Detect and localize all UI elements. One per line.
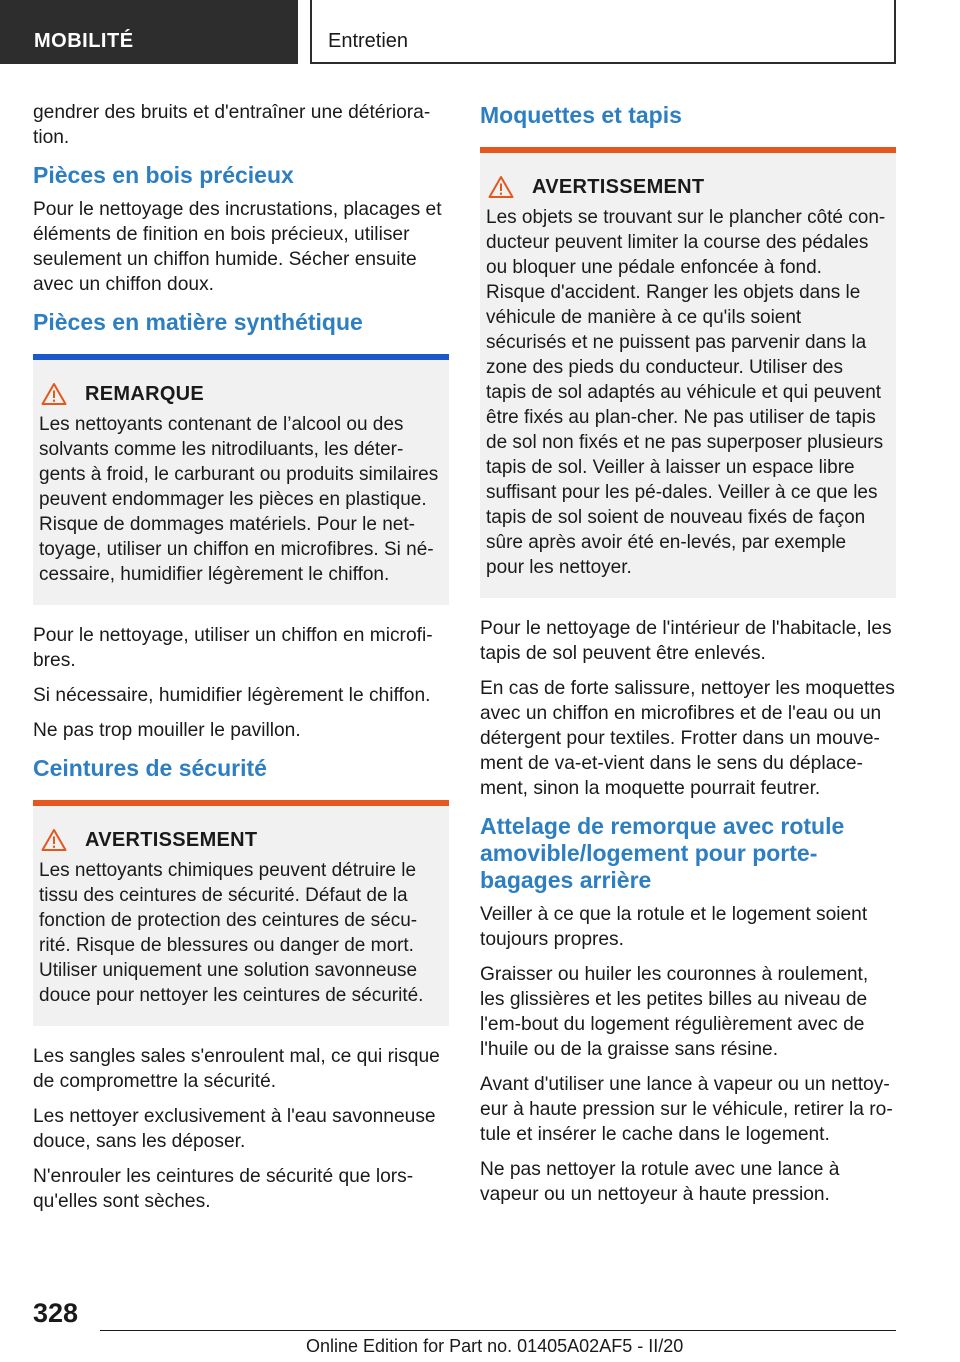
heading-carpets: Moquettes et tapis [480,102,682,128]
warning-box-title: AVERTISSEMENT [85,828,258,851]
note-box-synthetic [33,354,449,605]
heading-synthetic: Pièces en matière synthétique [33,309,363,335]
belts-p1: Les sangles sales s'enroulent mal, ce qui risque de compromettre la sécurité. [33,1046,440,1092]
warning-box-carpets [480,147,896,598]
note-box-title: REMARQUE [85,382,205,405]
warning-box-head [39,828,439,852]
intro-text: gendrer des bruits et d'entraîner une détériora-tion. [33,102,431,148]
synthetic-p2: Si nécessaire, humidifier légèrement le chiffon. [33,685,431,706]
warning-box-title: AVERTISSEMENT [532,175,705,198]
warning-box-text: Les nettoyants chimiques peuvent détruire le tissu des ceintures de sécurité. Défaut de la fonction de protection des ceintures de sécu-rité. Risque de blessures ou danger de mort. Utiliser uniquement une solution savonneuse douce pour nettoyer les ceintures de sécurité. [39,860,424,1006]
hitch-p4: Ne pas nettoyer la rotule avec une lance à vapeur ou un nettoyeur à haute pression. [480,1159,840,1205]
chapter-tab: Entretien [310,0,896,64]
synthetic-p3: Ne pas trop mouiller le pavillon. [33,720,301,741]
heading-belts: Ceintures de sécurité [33,755,267,781]
warning-box-head [486,175,886,199]
section-tab: MOBILITÉ [0,0,298,64]
page-header [0,0,960,66]
heading-wood: Pièces en bois précieux [33,162,294,188]
wood-text: Pour le nettoyage des incrustations, placages et éléments de finition en bois précieux, utiliser seulement un chiffon humide. Sécher ensuite avec un chiffon doux. [33,199,442,295]
note-box-text: Les nettoyants contenant de l’alcool ou des solvants comme les nitrodiluants, les déter-gents à froid, le carburant ou produits similaires peuvent endommager les pièces en plastique. Risque de dommages matériels. Pour le net-toyage, utiliser un chiffon en microfibres. Si né-cessaire, humidifier légèrement le chiffon. [39,414,439,585]
synthetic-p1: Pour le nettoyage, utiliser un chiffon en microfi-bres. [33,625,433,671]
warning-box-belts [33,800,449,1026]
carpets-p2: En cas de forte salissure, nettoyer les moquettes avec un chiffon en microfibres et de l'eau ou un détergent pour textiles. Frotter dans un mouve-ment de va-et-vient dans le sens du déplace-ment, sinon la moquette pourrait feutrer. [480,678,895,799]
belts-p2: Les nettoyer exclusivement à l'eau savonneuse douce, sans les déposer. [33,1106,436,1152]
warning-box-text: Les objets se trouvant sur le plancher côté con-ducteur peuvent limiter la course des pédales ou bloquer une pédale enfoncée à fond. Risque d'accident. Ranger les objets dans le véhicule de manière à ce qu'ils soient sécurisés et ne puissent pas parvenir dans la zone des pieds du conducteur. Utiliser des tapis de sol adaptés au véhicule et qui peuvent être fixés au plan-cher. Ne pas utiliser de tapis de sol non fixés et ne pas superposer plusieurs tapis de sol. Veiller à laisser un espace libre suffisant pour les pé-dales. Veiller à ce que les tapis de sol soient de nouveau fixés de façon sûre après avoir été en-levés, par exemple pour les nettoyer. [486,207,886,578]
left-column [33,100,449,1224]
hitch-p3: Avant d'utiliser une lance à vapeur ou un nettoy-eur à haute pression sur le véhicule, retirer la ro-tule et insérer le cache dans le logement. [480,1074,893,1145]
hitch-p1: Veiller à ce que la rotule et le logement soient toujours propres. [480,904,868,950]
page-number: 328 [33,1298,79,1328]
belts-p3: N'enrouler les ceintures de sécurité que lors-qu'elles sont sèches. [33,1166,414,1212]
hitch-p2: Graisser ou huiler les couronnes à roulement, les glissières et les petites billes au niveau de l'em-bout du logement régulièrement avec de l'huile ou de la graisse sans résine. [480,964,869,1060]
warning-triangle-icon [488,175,514,199]
heading-hitch: Attelage de remorque avec rotule amovible/logement pour porte-bagages arrière [480,813,845,893]
warning-triangle-icon [41,828,67,852]
warning-triangle-icon [41,382,67,406]
note-box-head [39,382,439,406]
carpets-p1: Pour le nettoyage de l'intérieur de l'habitacle, les tapis de sol peuvent être enlevés. [480,618,892,664]
right-column [480,100,896,1217]
edition-text: Online Edition for Part no. 01405A02AF5 - II/20 [306,1336,684,1356]
footer-divider [100,1330,896,1331]
